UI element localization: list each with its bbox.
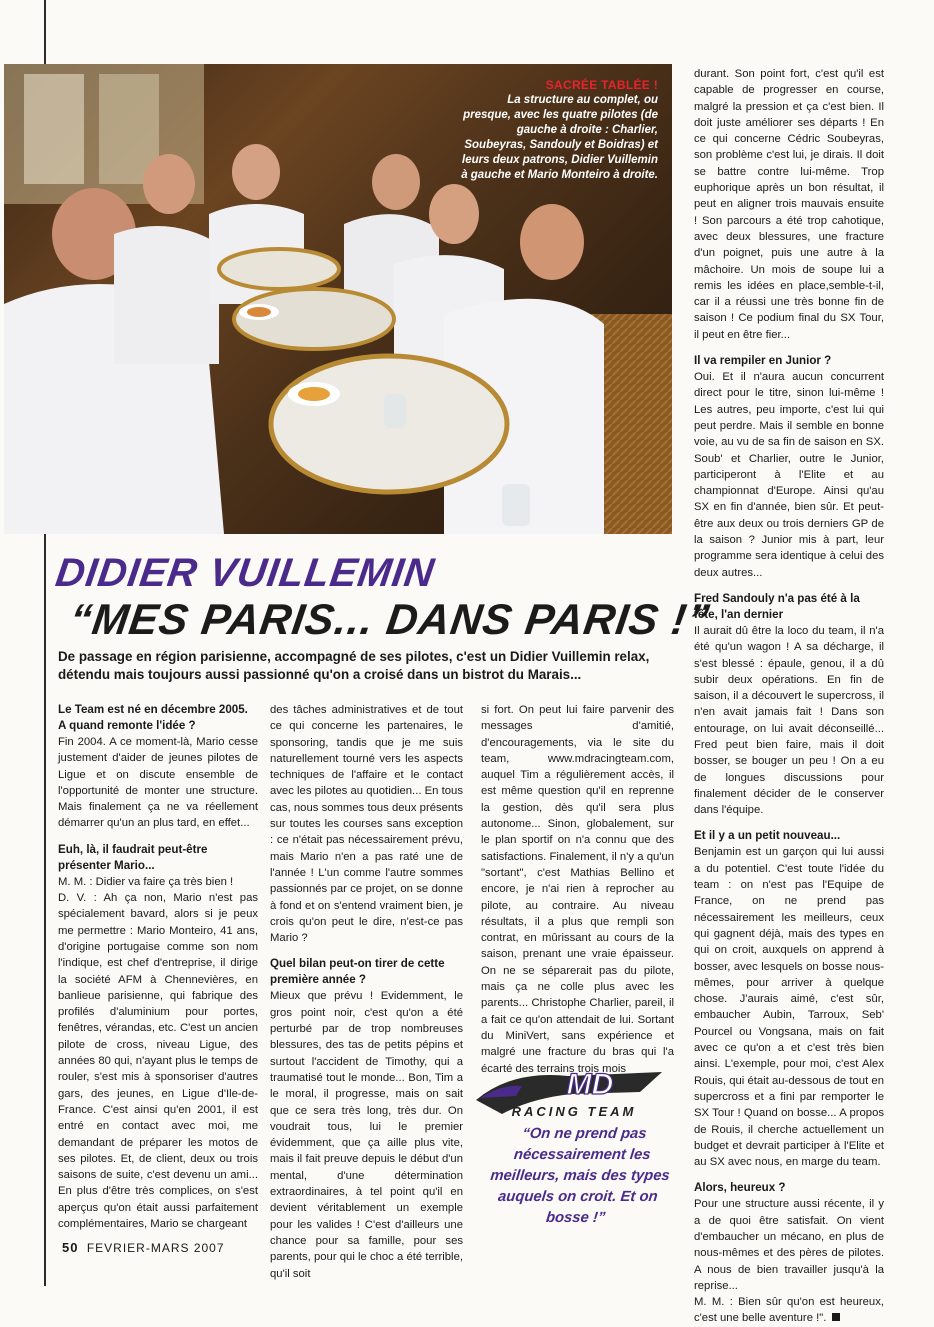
answer-paragraph (694, 1294, 884, 1327)
logo-mark: MD (566, 1068, 614, 1101)
pull-quote: “On ne prend pas nécessairement les meilleurs, mais des types auquels on croit. Et on bosse !” (489, 1126, 671, 1226)
md-racing-team-logo (472, 1062, 682, 1132)
caption-text: La structure au complet, ou presque, avec les quatre pilotes (de gauche à droite : Charlier, Soubeyras, Sandouly et Boidras) et leurs deux patrons, Didier Vuillemin à gauche et Mario Monteiro à droite. (461, 94, 658, 181)
issue-date: FEVRIER-MARS 2007 (86, 1241, 225, 1255)
headline-quote: “MES PARIS... DANS PARIS !” (66, 596, 713, 644)
logo-subtitle: RACING TEAM (511, 1104, 637, 1119)
article-column-2 (270, 702, 463, 1282)
page-footer (62, 1240, 225, 1255)
question-heading: Euh, là, il faudrait peut-être présenter Mario... (58, 842, 208, 872)
page-number: 50 (62, 1240, 79, 1255)
question-heading: Alors, heureux ? (694, 1181, 786, 1195)
article-column-1 (58, 702, 258, 1232)
answer-paragraph: Fin 2004. A ce moment-là, Mario cesse justement d'aider de jeunes pilotes de Ligue et on discute ensemble de l'opportunité de monter une structure. Mais finalement ça ne va réellement démarrer qu'un an plus tard, en effet... (58, 736, 258, 830)
end-of-article-mark (832, 1313, 840, 1321)
answer-paragraph: Mieux que prévu ! Evidemment, le gros point noir, c'est qu'on a été perturbé par de trop nombreuses blessures, des tas de petits pépins et surtout l'accident de Timothy, qui a traumatisé tout le monde... Bon, Tim a le moral, il progresse, mais on sait que ce sera très long, très dur. On voudrait tous, lui le premier évidemment, que ça aille plus vite, mais il fait preuve depuis le début d'un mental, d'une détermination extraordinaires, à tel point qu'il en devient véritablement un exemple pour les valides ! C'est d'ailleurs une chance pour sa famille, pour ses parents, pour qui le choc a été terrible, qu'il soit (270, 990, 463, 1280)
team-photo (4, 64, 672, 534)
answer-paragraph: durant. Son point fort, c'est qu'il est capable de progresser en course, malgré la pression et ça c'est bien. Il doit juste améliorer ses départs ! En ce qui concerne Cédric Soubeyras, son problème c'est lui, je dirais. Il doit se battre contre lui-même. Trop euphorique après un bon résultat, il peut en aligner trois mauvais ensuite ! Son parcours a été trop cahotique, avec deux blessures, une fracture d'un poignet, puis une autre à la mâchoire. Un mois de soupe lui a remis les idées en place,semble-t-il, car il a réussi une très bonne fin de saison ! Ce podium final du SX Tour, il peut en être fier... (694, 68, 884, 341)
closing-line: M. M. : Bien sûr qu'on est heureux, c'est une belle aventure !". (694, 1296, 884, 1325)
article-column-3 (481, 702, 674, 1077)
lead-paragraph: De passage en région parisienne, accompagné de ses pilotes, c'est un Didier Vuillemin relax, détendu mais toujours aussi passionné qu'on a croisé dans un bistrot du Marais... (58, 649, 650, 682)
question-heading: Et il y a un petit nouveau... (694, 829, 841, 843)
answer-paragraph: Benjamin est un garçon qui lui aussi a du potentiel. C'est toute l'idée du team : on n'est pas l'Equipe de France, on ne prend pas nécessairement les meilleurs, ceux qui gagnent déjà, mais des types en qui on croit, auxquels on apprend à bosser, avec lesquels on bosse nous-mêmes, pour arriver à quelque chose. J'aurais aimé, c'est sûr, embaucher Aubin, Tarroux, Seb' Pourcel ou Vongsana, mais on fait avec ce qu'on a et c'est très bien ainsi. L'exemple, pour moi, c'est Alex Rouis, qui était au-dessous de tout en supercross et a fini par remporter le SX Tour ! Quand on bosse... A propos de Rouis, il cherche actuellement un budget et devrait participer à l'Elite et au SX avec nous, en marge du team. (694, 846, 884, 1169)
headline-name: DIDIER VUILLEMIN (52, 551, 438, 595)
caption-title: SACRÉE TABLÉE ! (545, 78, 658, 92)
question-heading: Le Team est né en décembre 2005. A quand remonte l'idée ? (58, 703, 248, 732)
answer-paragraph: Oui. Et il n'aura aucun concurrent direct pour le titre, sinon lui-même ! Les autres, peu importe, c'est lui qui peut perdre. Mais il semble en bonne voie, au vu de sa fin de saison en SX. Soub' et Charlier, outre le Junior, participeront à l'Elite et au championnat d'Europe. Ainsi qu'au SX en fin d'année, bien sûr. Et peut-être aux deux ou trois derniers GP de la saison ? Junior mis à part, leur programme sera identique à celui des deux autres... (694, 371, 884, 579)
answer-paragraph: Pour une structure aussi récente, il y a de quoi être satisfait. On vient d'embaucher un mécano, en plus de nous-mêmes et des pères de pilotes. A nous de bien travailler jusqu'à la reprise... (694, 1198, 884, 1292)
answer-paragraph: Il aurait dû être la loco du team, il n'a été qu'un wagon ! A sa décharge, il s'est blessé : épaule, genou, il a dû subir deux opérations. En fin de saison, il a découvert le supercross, il n'en avait jamais fait ! Dans son entourage, on lui avait déconseillé... Fred peut bien faire, mais il doit bosser, se bouger un peu ! On a eu de longues discussions pour finalement décider de le conserver dans l'équipe. (694, 624, 884, 817)
answer-paragraph: des tâches administratives et de tout ce qui concerne les partenaires, le sponsoring, tandis que je me suis naturellement tourné vers les aspects techniques de l'affaire et le contact avec les pilotes au quotidien... En tous cas, nous sommes tous deux présents sur toutes les courses sans exception : ce n'était pas nécessairement prévu, mais Mario n'en a pas raté une de l'année ! L'un comme l'autre sommes passionnés par ce projet, on se donne à fond et on s'entend vraiment bien, je crois qu'on peut le dire, n'est-ce pas Mario ? (270, 704, 463, 945)
question-heading: Fred Sandouly n'a pas été à la fête, l'an dernier (694, 591, 860, 621)
answer-paragraph: M. M. : Didier va faire ça très bien ! (58, 875, 234, 888)
answer-paragraph: si fort. On peut lui faire parvenir des messages d'amitié, d'encouragements, via le site du team, www.mdracingteam.com, auquel Tim a régulièrement accès, il est même question qu'il en reprenne la gestion, dès qu'il sera plus autonome... Sinon, globalement, sur le plan sportif on n'a connu que des satisfactions. Finalement, il n'y a qu'un "sortant", c'est Mathias Bellino et encore, je n'ai rien à reprocher au pilote, au contraire. Au niveau résultats, il a plus que rempli son contrat, en mûrissant au cours de la saison, prenant une vraie épaisseur. On ne se séparerait pas du pilote, mais ça ne colle plus avec les parents... Christophe Charlier, pareil, il a fait ce qu'on attendait de lui. Sortant du MiniVert, sans expérience et malgré une fracture du bras qui l'a écarté des terrains trois mois (481, 704, 674, 1075)
answer-paragraph: D. V. : Ah ça non, Mario n'est pas spécialement bavard, alors si je peux me permettre : Mario Monteiro, 41 ans, d'origine portugaise comme son nom l'indique, est chef d'entreprise, il dirige la société AFM à Chennevières, en banlieue parisienne, qui fabrique des profilés d'aluminium pour portes, fenêtres, vérandas, etc. C'est un ancien pilote de cross, niveau Ligue, des années 80 qui, n'ayant plus le temps de rouler, s'est mis à sponsoriser d'autres gars, des jeunes, en Ligue d'Ile-de-France. C'est ainsi qu'en 2001, il est entré en contact avec moi, me demandant de préparer les motos de ses pilotes. Et, de client, deux ou trois saisons de suite, c'est devenu un ami... En plus d'être très complices, on s'est aperçus qu'on était aussi parfaitement complémentaires, Mario se chargeant (58, 892, 258, 1231)
question-heading: Quel bilan peut-on tirer de cette première année ? (270, 957, 445, 987)
photo-caption (458, 78, 658, 183)
article-column-4 (694, 66, 884, 1327)
question-heading: Il va rempiler en Junior ? (694, 354, 832, 368)
